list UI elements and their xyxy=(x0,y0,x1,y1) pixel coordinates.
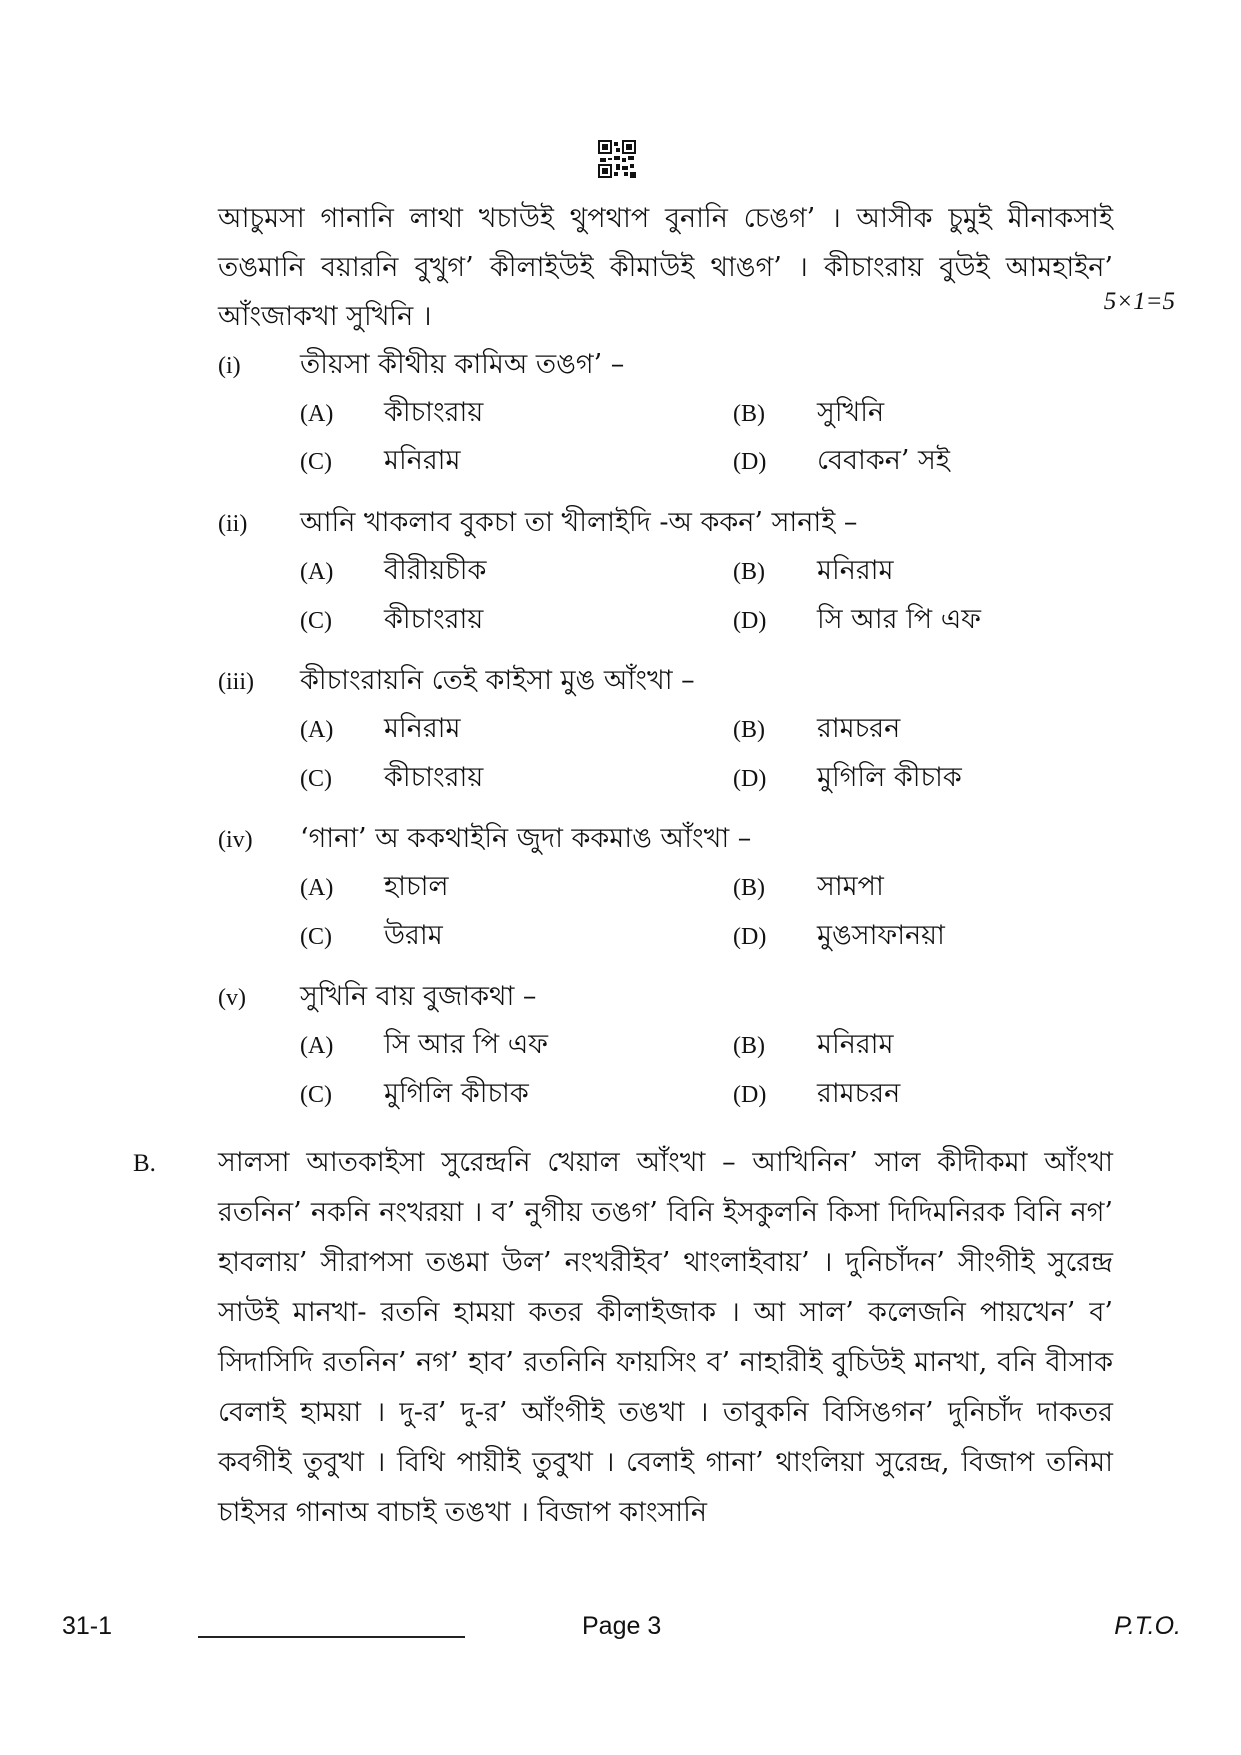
option-b: (B) মনিরাম xyxy=(733,1029,894,1060)
question-number: (ii) xyxy=(218,511,248,537)
marks-label: 5×1=5 xyxy=(1103,288,1175,315)
option-b: (B) সামপা xyxy=(733,871,884,902)
question-text: সুখিনি বায় বুজাকথা – xyxy=(300,981,537,1012)
question-number: (iv) xyxy=(218,827,253,853)
option-a: (A) বীরীয়চীক xyxy=(300,555,487,586)
pto-label: P.T.O. xyxy=(1114,1612,1181,1640)
option-c: (C) উরাম xyxy=(300,920,443,951)
footer-divider xyxy=(198,1636,465,1638)
option-d: (D) বেবাকন’ সই xyxy=(733,445,950,476)
question-iii xyxy=(218,661,695,702)
question-number: (v) xyxy=(218,985,246,1011)
option-b: (B) রামচরন xyxy=(733,713,901,744)
question-text: তীয়সা কীথীয় কামিঅ তঙগ’ – xyxy=(300,349,625,380)
question-ii xyxy=(218,503,857,544)
paper-code: 31-1 xyxy=(62,1612,113,1640)
question-iv xyxy=(218,819,751,860)
question-number: (i) xyxy=(218,353,241,379)
question-text: কীচাংরায়নি তেই কাইসা মুঙ আঁংখা – xyxy=(300,665,695,696)
option-a: (A) কীচাংরায় xyxy=(300,397,484,428)
option-c: (C) কীচাংরায় xyxy=(300,762,484,793)
page-number: Page 3 xyxy=(582,1612,662,1640)
qr-code-icon xyxy=(598,140,636,178)
section-b-passage: সালসা আতকাইসা সুরেন্দ্রনি খেয়াল আঁংখা – আখিনিন’ সাল কীদীকমা আঁংখা রতনিন’ নকনি নংখরয়া । ব’ নুগীয় তঙগ’ বিনি ইসকুলনি কিসা দিদিমনিরক বিনি নগ’ হাবলায়’ সীরাপসা তঙমা উল’ নংখরীইব’ থাংলাইবায়’ । দুনিচাঁদন’ সীংগীই সুরেন্দ্র সাউই মানখা- রতনি হাময়া কতর কীলাইজাক । আ সাল’ কলেজনি পায়খেন’ ব’ সিদাসিদি রতনিন’ নগ’ হাব’ রতনিনি ফায়সিং ব’ নাহারীই বুচিউই মানখা, বনি বীসাক বেলাই হাময়া । দু-র’ দু-র’ আঁংগীই তঙখা । তাবুকনি বিসিঙগন’ দুনিচাঁদ দাকতর কবগীই তুবুখা । বিথি পায়ীই তুবুখা । বেলাই গানা’ থাংলিয়া সুরেন্দ্র, বিজাপ তনিমা চাইসর গানাঅ বাচাই তঙখা । বিজাপ কাংসানি xyxy=(218,1147,1113,1528)
option-b: (B) সুখিনি xyxy=(733,397,885,428)
option-c: (C) মনিরাম xyxy=(300,445,461,476)
question-text: ‘গানা’ অ ককথাইনি জুদা ককমাঙ আঁংখা – xyxy=(300,823,752,854)
option-a: (A) মনিরাম xyxy=(300,713,461,744)
question-text: আনি খাকলাব বুকচা তা খীলাইদি -অ ককন’ সানাই – xyxy=(300,507,858,538)
option-b: (B) মনিরাম xyxy=(733,555,894,586)
option-d: (D) মুগিলি কীচাক xyxy=(733,762,962,793)
question-v xyxy=(218,977,536,1018)
option-d: (D) সি আর পি এফ xyxy=(733,604,981,635)
question-number: (iii) xyxy=(218,669,254,695)
question-i xyxy=(218,345,624,386)
section-b-label: B. xyxy=(133,1150,156,1177)
option-c: (C) কীচাংরায় xyxy=(300,604,484,635)
option-d: (D) রামচরন xyxy=(733,1078,901,1109)
option-a: (A) সি আর পি এফ xyxy=(300,1029,548,1060)
intro-passage: আচুমসা গানানি লাথা খচাউই থুপথাপ বুনানি চেঙগ’ । আসীক চুমুই মীনাকসাই তঙমানি বয়ারনি বুখুগ’ কীলাইউই কীমাউই থাঙগ’ । কীচাংরায় বুউই আমহাইন’ আঁংজাকখা সুখিনি । xyxy=(218,203,1113,332)
option-d: (D) মুঙসাফানয়া xyxy=(733,920,945,951)
option-c: (C) মুগিলি কীচাক xyxy=(300,1078,529,1109)
option-a: (A) হাচাল xyxy=(300,871,449,902)
